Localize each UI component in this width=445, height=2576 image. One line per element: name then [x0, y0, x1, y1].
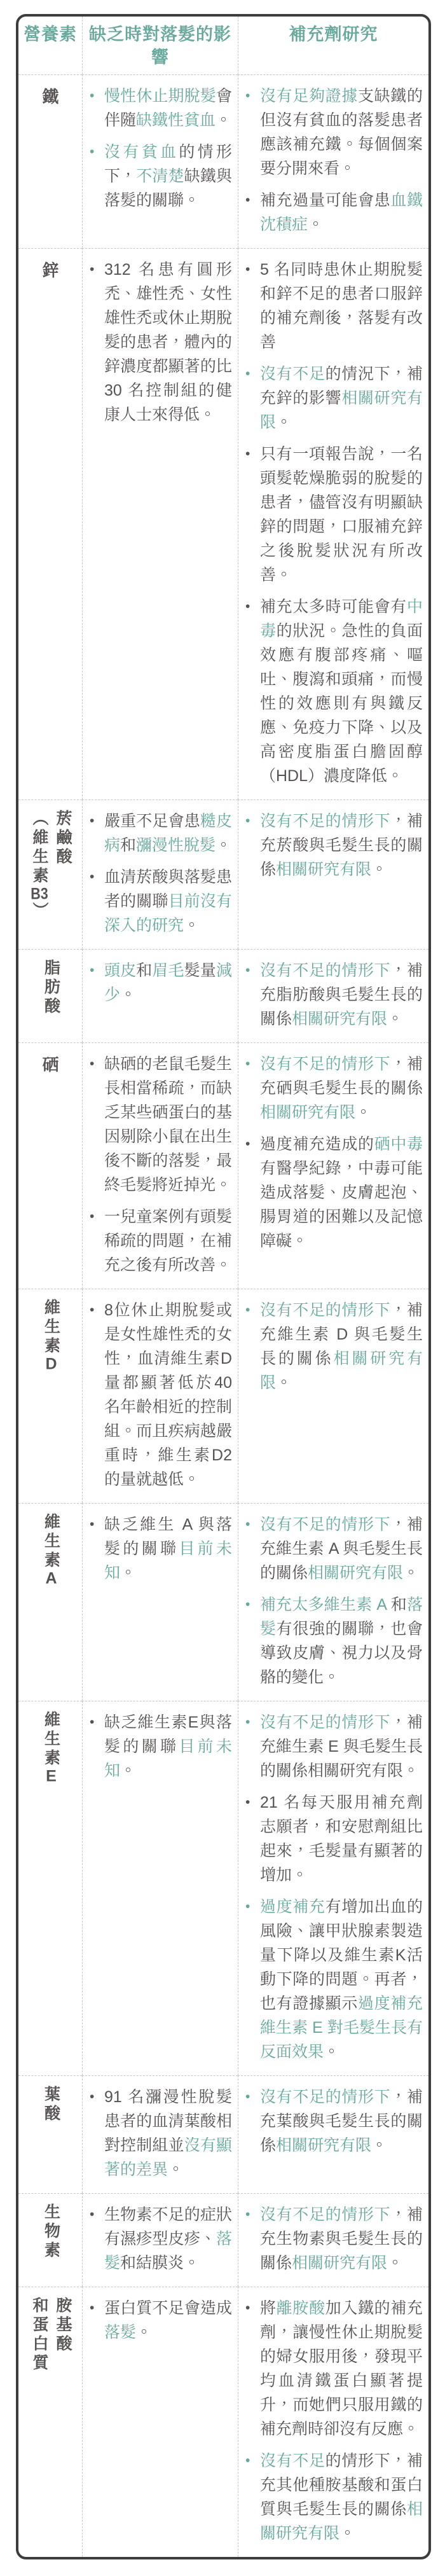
nutrient-label	[18, 1042, 82, 1289]
text-run: 的情形下，	[104, 143, 232, 185]
text-run: 。	[184, 917, 200, 934]
bullet-icon: •	[90, 2089, 95, 2104]
bullet-text	[104, 1710, 232, 1783]
text-run: 有醫學紀錄，中毒可能造成落髮、皮膚起泡、腸胃道的困難以及記憶障礙。	[260, 1160, 423, 1250]
bullet-item	[90, 865, 232, 938]
nutrient-label-text: 胺基酸 和蛋白質	[31, 2297, 72, 2373]
nutrient-label-text: 鋅	[42, 261, 60, 280]
nutrient-label	[18, 2287, 82, 2557]
text-run: 會伴隨	[104, 87, 232, 129]
nutrient-label-text: 脂肪酸	[42, 959, 60, 1016]
highlighted-text: 相關研究有限	[292, 2254, 388, 2272]
highlighted-text: 目前未知	[104, 1738, 232, 1780]
bullet-text	[260, 1298, 423, 1395]
highlighted-text: 沒有不足的情形下	[260, 1714, 391, 1731]
bullet-icon: •	[90, 1303, 95, 1317]
text-run: ，補充脂肪酸與毛髮生長的關係	[260, 962, 423, 1028]
bullet-text	[260, 1052, 423, 1125]
highlighted-text: 糙皮病	[104, 812, 232, 854]
text-run: 的狀況。急性的負面效應有腹部疼痛、嘔吐、腹瀉和頭痛，而慢性的效應則有與鐵反應、免疫力下降、以及高密度脂蛋白膽固醇（HDL）濃度降低。	[260, 622, 423, 785]
text-run: 和	[120, 836, 137, 854]
deficiency-cell	[82, 2075, 238, 2193]
bullet-item	[245, 1710, 423, 1783]
supplement-cell	[238, 2287, 428, 2557]
highlighted-text: 相關研究有限	[260, 2500, 423, 2542]
highlighted-text: 相關研究有限	[292, 1010, 388, 1028]
nutrient-label-text: 維生素E	[42, 1711, 60, 1784]
col-header-deficiency: 缺乏時對落髮的影響	[82, 17, 238, 74]
bullet-icon: •	[245, 814, 250, 828]
highlighted-text: 相關研究有限	[260, 389, 423, 431]
text-run: 的情況下，補充鋅的影響	[260, 365, 423, 407]
bullet-item	[245, 1298, 423, 1395]
text-run: 。	[136, 2323, 153, 2341]
bullet-text	[260, 1513, 423, 1585]
text-run: 。	[276, 413, 292, 431]
bullet-item	[90, 1052, 232, 1197]
text-run: 。	[216, 111, 232, 129]
bullet-text	[260, 258, 423, 354]
deficiency-cell	[82, 1701, 238, 2075]
bullet-text	[260, 1790, 423, 1887]
deficiency-cell	[82, 1042, 238, 1289]
bullet-item	[90, 1205, 232, 1277]
bullet-icon: •	[90, 1517, 95, 1532]
text-run: 血清菸酸與落髮患者的關聯	[104, 868, 232, 910]
bullet-item	[245, 2296, 423, 2441]
text-run: 。	[371, 861, 388, 878]
highlighted-text: 慢性休止期脫髮	[104, 87, 216, 105]
highlighted-text: 過度補充維生素 E 對毛髮生長有反面效果	[260, 1995, 423, 2061]
bullet-item	[245, 442, 423, 587]
highlighted-text: 頭皮	[104, 962, 137, 980]
bullet-icon: •	[245, 963, 250, 978]
bullet-icon: •	[90, 869, 95, 884]
text-run: ，補充維生素 A 與毛髮生長的關係	[260, 1516, 423, 1582]
bullet-item	[245, 1513, 423, 1585]
bullet-item	[90, 84, 232, 132]
text-run: 。	[324, 2043, 340, 2061]
nutrient-label-text: 維生素D	[42, 1299, 60, 1372]
highlighted-text: 減少	[104, 962, 232, 1004]
bullet-item	[245, 1132, 423, 1253]
text-run: 補充過量可能會患	[260, 191, 391, 209]
text-run: 將	[260, 2299, 277, 2317]
supplement-cell	[238, 74, 428, 248]
supplement-cell	[238, 1503, 428, 1701]
text-run: 5 名同時患休止期脫髮和鋅不足的患者口服鋅的補充劑後，落髮有改善	[260, 261, 423, 351]
supplement-cell	[238, 949, 428, 1042]
bullet-icon: •	[245, 2089, 250, 2104]
bullet-item	[245, 959, 423, 1031]
text-run: 支缺鐵的但沒有貧血的落髮患者應該補充鐵。每個個案要分開來看。	[260, 87, 423, 177]
text-run: 8位休止期脫髮或是女性雄性禿的女性，血清維生素D量都顯著低於40名年齡相近的控制組。而且疾病越嚴重時，維生素D2的量就越低。	[104, 1301, 232, 1488]
bullet-text	[260, 1710, 423, 1783]
bullet-text	[260, 595, 423, 788]
highlighted-text: 沒有不足的情形下	[260, 2088, 391, 2106]
nutrient-label-text: 菸鹼酸 （維生素B3）	[31, 810, 72, 921]
bullet-text	[104, 959, 232, 1007]
text-run: 。	[120, 986, 137, 1004]
supplement-cell	[238, 1701, 428, 2075]
highlighted-text: 缺鐵性貧血	[136, 111, 216, 129]
highlighted-text: 中毒	[260, 598, 423, 640]
bullet-item	[90, 809, 232, 857]
deficiency-cell	[82, 800, 238, 949]
text-run: 。	[308, 216, 324, 233]
bullet-icon: •	[245, 2301, 250, 2315]
bullet-text	[260, 809, 423, 882]
highlighted-text: 不清楚	[136, 167, 184, 185]
text-run: ，補充維生素 E 與毛髮生長的關係相關研究有限。	[260, 1714, 423, 1780]
highlighted-text: 沒有不足的情形下	[260, 1516, 391, 1534]
deficiency-cell	[82, 74, 238, 248]
text-run: 缺乏維生素E與落髮的關聯	[104, 1714, 232, 1755]
highlighted-text: 相關研究有限	[276, 861, 372, 878]
nutrient-label	[18, 1701, 82, 2075]
text-run: 缺鐵與落髮的關聯。	[104, 167, 232, 209]
text-run: 。	[355, 1104, 372, 1121]
text-run: ，補充維生素 D 與毛髮生長的關係	[260, 1301, 423, 1368]
nutrient-label	[18, 2193, 82, 2287]
bullet-icon: •	[245, 1303, 250, 1317]
bullet-icon: •	[90, 1056, 95, 1071]
bullet-item	[90, 2085, 232, 2182]
highlighted-text: 相關研究有限	[276, 2136, 372, 2154]
bullet-icon: •	[245, 1517, 250, 1532]
highlighted-text: 沒有足夠證據	[260, 87, 358, 105]
bullet-icon: •	[245, 193, 250, 207]
highlighted-text: 硒中毒	[374, 1135, 423, 1153]
highlighted-text: 落髮	[104, 2230, 232, 2272]
bullet-item	[90, 1710, 232, 1783]
col-header-supplement: 補充劑研究	[238, 17, 428, 74]
text-run: 加入鐵的補充劑，讓慢性休止期脫髮的婦女服用後，發現平均血清鐵蛋白顯著提升，而她們只服用鐵的補充劑時卻沒有反應。	[260, 2299, 423, 2438]
bullet-text	[104, 140, 232, 212]
supplement-cell	[238, 2193, 428, 2287]
bullet-text	[260, 2085, 423, 2157]
nutrient-label	[18, 2075, 82, 2193]
text-run: ，補充葉酸與毛髮生長的關係	[260, 2088, 423, 2154]
bullet-icon: •	[245, 1597, 250, 1612]
bullet-item	[245, 188, 423, 237]
bullet-icon: •	[245, 1795, 250, 1810]
bullet-icon: •	[245, 1715, 250, 1729]
bullet-item	[245, 1593, 423, 1689]
text-run: 的情形下，補充其他種胺基酸和蛋白質與毛髮生長的關係	[260, 2452, 423, 2518]
highlighted-text: 相關研究有限	[260, 1350, 423, 1392]
text-run: 只有一項報告說，一名頭髮乾燥脆弱的脫髮的患者，儘管沒有明顯缺鋅的問題，口服補充鋅之後脫髮狀況有所改善。	[260, 445, 423, 584]
bullet-icon: •	[245, 2207, 250, 2222]
bullet-item	[245, 1895, 423, 2064]
text-run: 髮量	[184, 962, 216, 980]
highlighted-text: 目前未知	[104, 1540, 232, 1582]
highlighted-text: 沒有不足	[260, 2452, 325, 2470]
bullet-icon: •	[245, 447, 250, 461]
bullet-icon: •	[245, 1899, 250, 1914]
bullet-text	[104, 2296, 232, 2344]
bullet-text	[260, 362, 423, 434]
text-run: 缺硒的老鼠毛髮生長相當稀疏，而缺乏某些硒蛋白的基因剔除小鼠在出生後不斷的落髮，最終毛髮將近掉光。	[104, 1055, 232, 1194]
bullet-text	[104, 1205, 232, 1277]
nutrient-label-text: 生物素	[42, 2203, 60, 2261]
nutrient-label	[18, 248, 82, 800]
highlighted-text: 沒有不足的情形下	[260, 962, 391, 980]
supplement-cell	[238, 1289, 428, 1503]
bullet-item	[245, 2449, 423, 2545]
nutrient-label	[18, 1503, 82, 1701]
text-run: 。	[168, 2161, 184, 2178]
bullet-text	[104, 2085, 232, 2182]
bullet-text	[260, 442, 423, 587]
text-run: 嚴重不足會患	[104, 812, 200, 830]
bullet-icon: •	[90, 144, 95, 159]
bullet-text	[104, 865, 232, 938]
text-run: 。	[371, 2136, 388, 2154]
bullet-text	[260, 188, 423, 237]
bullet-text	[104, 2203, 232, 2275]
text-run: 有很強的關聯，也會導致皮膚、視力以及骨骼的變化。	[260, 1620, 423, 1686]
bullet-item	[90, 2203, 232, 2275]
bullet-icon: •	[245, 1056, 250, 1071]
highlighted-text: 目前沒有深入的研究	[104, 892, 232, 934]
text-run: 蛋白質不足會造成	[104, 2299, 232, 2317]
bullet-item	[245, 2085, 423, 2157]
highlighted-text: 離胺酸	[276, 2299, 325, 2317]
text-run: 。	[276, 1374, 292, 1392]
bullet-text	[260, 1895, 423, 2064]
text-run: 和	[386, 1596, 407, 1614]
bullet-text	[104, 258, 232, 427]
deficiency-cell	[82, 2287, 238, 2557]
highlighted-text: 眉毛	[152, 962, 184, 980]
bullet-item	[245, 595, 423, 788]
text-run: 補充太多時可能會有	[260, 598, 407, 616]
bullet-item	[90, 140, 232, 212]
nutrient-hair-loss-table	[16, 14, 431, 2559]
text-run: 。	[339, 2524, 356, 2542]
bullet-text	[260, 1132, 423, 1253]
bullet-text	[260, 2449, 423, 2545]
bullet-text	[104, 84, 232, 132]
highlighted-text: 沒有不足	[260, 365, 325, 383]
deficiency-cell	[82, 1503, 238, 1701]
supplement-cell	[238, 1042, 428, 1289]
bullet-item	[245, 809, 423, 882]
highlighted-text: 沒有不足的情形下	[260, 812, 391, 830]
bullet-item	[245, 1790, 423, 1887]
text-run: 過度補充造成的	[260, 1135, 374, 1153]
bullet-item	[90, 1513, 232, 1585]
text-run: 。	[387, 1010, 404, 1028]
bullet-icon: •	[90, 2301, 95, 2315]
highlighted-text: 落髮	[104, 2323, 137, 2341]
highlighted-text: 血鐵沈積症	[260, 191, 423, 233]
text-run: 和結膜炎。	[120, 2254, 200, 2272]
bullet-icon: •	[245, 1137, 250, 1151]
bullet-item	[90, 959, 232, 1007]
text-run: 缺乏維生 A 與落髮的關聯	[104, 1516, 232, 1558]
supplement-cell	[238, 800, 428, 949]
text-run: 。	[387, 2254, 404, 2272]
highlighted-text: 沒有顯著的差異	[104, 2136, 232, 2178]
supplement-cell	[238, 248, 428, 800]
highlighted-text: 沒有不足的情形下	[260, 1055, 391, 1073]
nutrient-label	[18, 1289, 82, 1503]
bullet-text	[260, 1593, 423, 1689]
highlighted-text: 相關研究有限	[308, 1564, 404, 1582]
highlighted-text: 沒有貧血	[104, 143, 179, 161]
text-run: 91 名瀰漫性脫髮患者的血清葉酸相對控制組並	[104, 2088, 232, 2154]
bullet-icon: •	[90, 2207, 95, 2222]
text-run: 。	[216, 836, 232, 854]
highlighted-text: 瀰漫性脫髮	[136, 836, 216, 854]
deficiency-cell	[82, 949, 238, 1042]
bullet-icon: •	[245, 366, 250, 381]
bullet-icon: •	[90, 1715, 95, 1729]
highlighted-text: 補充太多維生素 A	[260, 1596, 387, 1614]
highlighted-text: 過度補充	[260, 1898, 325, 1916]
text-run: 。	[403, 1564, 420, 1582]
bullet-item	[245, 2203, 423, 2275]
bullet-text	[104, 1513, 232, 1585]
bullet-text	[260, 959, 423, 1031]
highlighted-text: 落髮	[260, 1596, 423, 1638]
nutrient-label	[18, 800, 82, 949]
bullet-text	[104, 809, 232, 857]
deficiency-cell	[82, 1289, 238, 1503]
text-run: 。	[120, 1762, 137, 1780]
bullet-icon: •	[245, 599, 250, 614]
text-run: 和	[136, 962, 153, 980]
bullet-icon: •	[90, 88, 95, 103]
nutrient-label-text: 硒	[42, 1055, 60, 1074]
text-run: 一兒童案例有頭髮稀疏的問題，在補充之後有所改善。	[104, 1208, 232, 1274]
bullet-item	[245, 1052, 423, 1125]
bullet-icon: •	[245, 2453, 250, 2468]
bullet-icon: •	[90, 262, 95, 277]
col-header-nutrient: 營養素	[24, 25, 77, 44]
bullet-item	[90, 1298, 232, 1492]
bullet-text	[260, 2296, 423, 2441]
text-run: 生物素不足的症狀有濕疹型皮疹、	[104, 2206, 232, 2248]
bullet-icon: •	[245, 262, 250, 277]
deficiency-cell	[82, 2193, 238, 2287]
nutrient-label	[18, 949, 82, 1042]
nutrient-label-text: 鐵	[42, 87, 60, 106]
bullet-item	[90, 258, 232, 427]
bullet-text	[104, 1298, 232, 1492]
bullet-icon: •	[90, 1209, 95, 1224]
text-run: 312 名患有圓形禿、雄性禿、女性雄性禿或休止期脫髮的患者，體內的鋅濃度都顯著的比 30 名控制組的健康人士來得低。	[104, 261, 232, 424]
bullet-text	[260, 2203, 423, 2275]
bullet-text	[260, 84, 423, 181]
bullet-icon: •	[245, 88, 250, 103]
deficiency-cell	[82, 248, 238, 800]
bullet-icon: •	[90, 814, 95, 828]
bullet-item	[245, 258, 423, 354]
text-run: 有增加出血的風險、讓甲狀腺素製造量下降以及維生素K活動下降的問題。再者，也有證據顯示	[260, 1898, 423, 2012]
text-run: ，補充生物素與毛髮生長的關係	[260, 2206, 423, 2272]
text-run: 21 名每天服用補充劑志願者，和安慰劑組比起來，毛髮量有顯著的增加。	[260, 1794, 423, 1884]
text-run: 。	[120, 1564, 137, 1582]
highlighted-text: 沒有不足的情形下	[260, 1301, 391, 1319]
supplement-cell	[238, 2075, 428, 2193]
bullet-text	[104, 1052, 232, 1197]
bullet-item	[245, 84, 423, 181]
highlighted-text: 沒有不足的情形下	[260, 2206, 391, 2224]
bullet-item	[90, 2296, 232, 2344]
nutrient-label-text: 葉酸	[42, 2086, 60, 2124]
bullet-item	[245, 362, 423, 434]
nutrient-label	[18, 74, 82, 248]
highlighted-text: 相關研究有限	[260, 1104, 356, 1121]
nutrient-label-text: 維生素A	[42, 1513, 60, 1586]
bullet-icon: •	[90, 963, 95, 978]
text-run: ，補充硒與毛髮生長的關係	[260, 1055, 423, 1097]
text-run: ，補充菸酸與毛髮生長的關係	[260, 812, 423, 878]
